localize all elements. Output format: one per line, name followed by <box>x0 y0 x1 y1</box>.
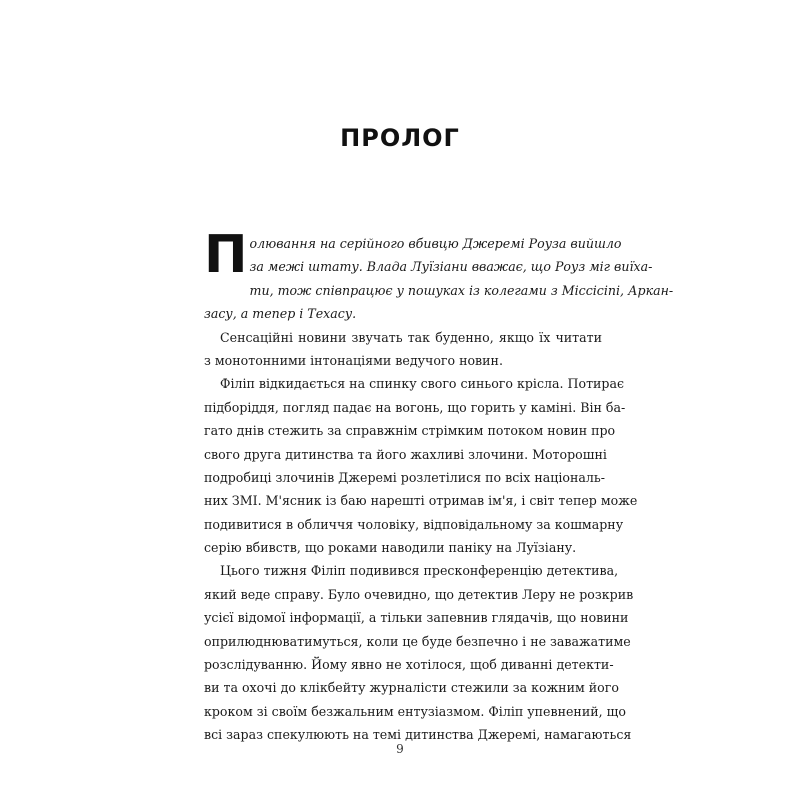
text-line: з монотонними інтонаціями ведучого новин. <box>204 352 503 368</box>
text-line: підборіддя, погляд падає на вогонь, що горить у каміні. Він ба- <box>204 399 626 415</box>
text-line: розслідуванню. Йому явно не хотілося, щоб диванні детекти- <box>204 657 614 673</box>
text-line: серію вбивств, що роками наводили паніку на Луїзіану. <box>204 540 577 556</box>
paragraph-3 <box>204 372 638 559</box>
text-line: Цього тижня Філіп подивився пресконференцію детектива, <box>220 563 619 579</box>
drop-cap: П <box>204 225 248 285</box>
text-line: Філіп відкидається на спинку свого синього крісла. Потирає <box>220 376 625 392</box>
paragraph-2 <box>204 326 602 373</box>
text-line: засу, а тепер і Техасу. <box>204 306 357 322</box>
text-line: них ЗМІ. М'ясник із баю нарешті отримав ім'я, і світ тепер може <box>204 493 638 509</box>
paragraph-1 <box>204 225 674 326</box>
text-line: який веде справу. Було очевидно, що детектив Леру не розкрив <box>204 586 634 602</box>
text-line: кроком зі своїм безжальним ентузіазмом. Філіп упевнений, що <box>204 703 626 719</box>
text-line: подробиці злочинів Джеремі розлетілися по всіх національ- <box>204 469 606 485</box>
text-line: ви та охочі до клікбейту журналісти стежили за кожним його <box>204 680 619 696</box>
text-line: за межі штату. Влада Луїзіани вважає, що Роуз міг виїха- <box>249 259 653 275</box>
text-line: усієї відомої інформації, а тільки запевнив глядачів, що новини <box>204 610 629 626</box>
page-number: 9 <box>396 742 404 756</box>
text-line: свого друга дитинства та його жахливі злочини. Моторошні <box>204 446 607 462</box>
text-line: гато днів стежить за справжнім стрімким потоком новин про <box>204 423 616 439</box>
body-text <box>204 225 674 747</box>
text-line: подивитися в обличчя чоловіку, відповідальному за кошмарну <box>204 516 624 532</box>
chapter-title: ПРОЛОГ <box>340 124 460 152</box>
text-line: олювання на серійного вбивцю Джеремі Роуза вийшло <box>249 236 622 251</box>
text-line: оприлюднюватимуться, коли це буде безпечно і не заважатиме <box>204 633 631 649</box>
paragraph-4 <box>204 559 634 746</box>
text-line: ти, тож співпрацює у пошуках із колегами з Міссісіпі, Аркан- <box>249 282 674 298</box>
text-line: Сенсаційні новини звучать так буденно, якщо їх читати <box>220 329 602 345</box>
text-line: всі зараз спекулюють на темі дитинства Джеремі, намагаються <box>204 727 632 743</box>
